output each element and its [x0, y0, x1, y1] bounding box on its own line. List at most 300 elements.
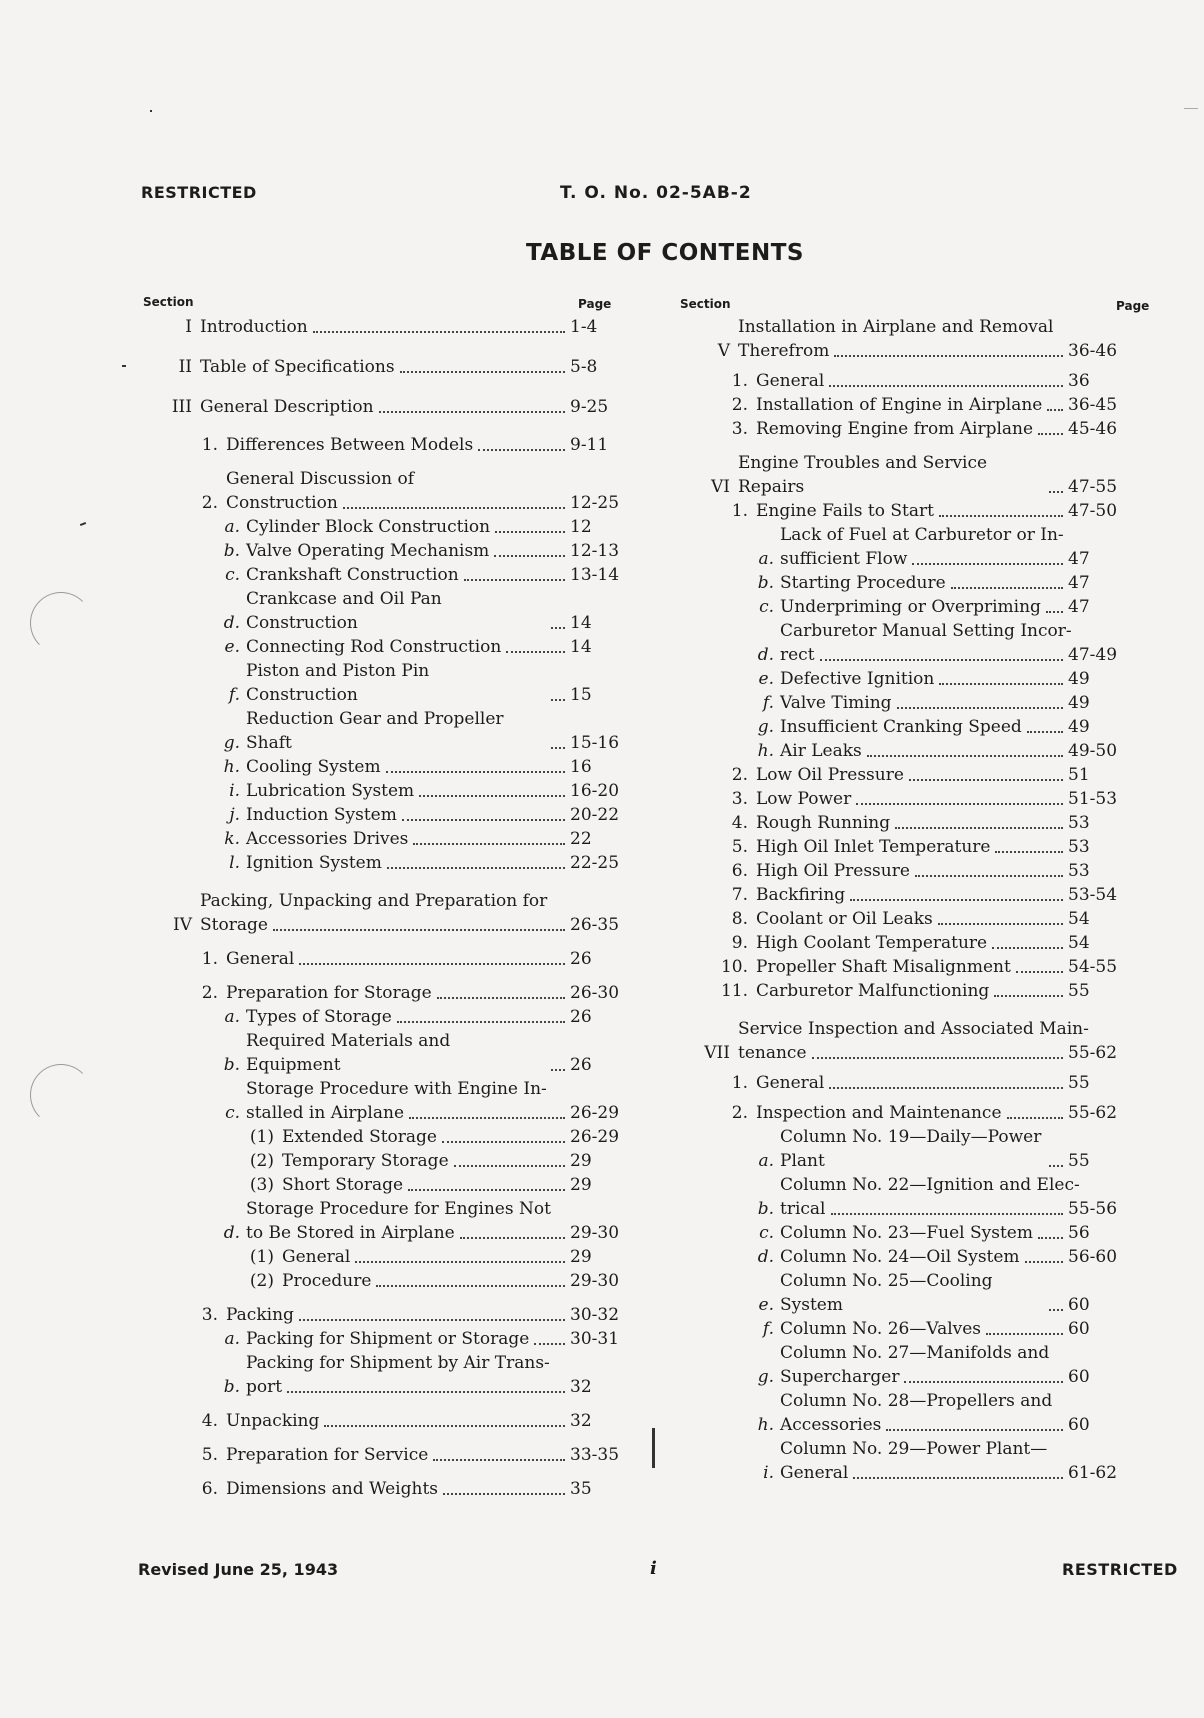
toc-entry [140, 1303, 620, 1327]
toc-entry-title: Packing [226, 1305, 294, 1325]
toc-entry-title: General [756, 371, 825, 391]
toc-entry-number: (1) [249, 1127, 274, 1147]
toc-entry-number: h. [757, 1415, 774, 1435]
toc-entry-title: Storage Procedure for Engines Not [246, 1199, 551, 1219]
toc-entry-page: 30-31 [570, 1329, 620, 1349]
toc-entry [678, 499, 1118, 523]
toc-entry-page: 20-22 [570, 805, 620, 825]
toc-entry-title: Preparation for Storage [226, 983, 432, 1003]
toc-entry-number: c. [225, 1103, 240, 1123]
section-column-header-right: Section [680, 297, 731, 311]
toc-entry-page: 47-50 [1068, 501, 1118, 521]
toc-entry-page: 49 [1068, 693, 1090, 713]
toc-entry-number: 1. [731, 1073, 748, 1093]
toc-entry [140, 947, 620, 971]
toc-entry-page: 29 [570, 1247, 592, 1267]
toc-entry [678, 787, 1118, 811]
dot-leader [551, 699, 565, 701]
toc-entry [678, 315, 1118, 363]
toc-entry-title: High Oil Inlet Temperature [756, 837, 991, 857]
toc-entry-title: Installation in Airplane and Removal [738, 317, 1054, 337]
dot-leader [287, 1391, 565, 1393]
toc-entry-page: 51 [1068, 765, 1090, 785]
toc-entry-title: Column No. 22—Ignition and Elec- [780, 1175, 1080, 1195]
toc-entry [140, 1149, 620, 1173]
toc-entry-number: IV [173, 915, 192, 935]
dot-leader [850, 899, 1063, 901]
toc-entry-title: Unpacking [226, 1411, 320, 1431]
toc-entry-number: g. [223, 733, 240, 753]
toc-entry-number: g. [757, 717, 774, 737]
toc-entry-page: 26-29 [570, 1103, 620, 1123]
restricted-header: RESTRICTED [141, 183, 257, 202]
toc-entry [678, 979, 1108, 1003]
toc-entry-number: f. [228, 685, 240, 705]
toc-entry-page: 12-13 [570, 541, 620, 561]
toc-entry-title: Cooling System [246, 757, 381, 777]
dot-leader [1007, 1117, 1063, 1119]
dot-leader [1025, 1261, 1063, 1263]
dot-leader [994, 995, 1063, 997]
dot-leader [386, 771, 565, 773]
toc-entry-number: d. [223, 1223, 240, 1243]
dot-leader [995, 851, 1063, 853]
toc-entry [678, 907, 1108, 931]
toc-entry-number: a. [224, 1007, 240, 1027]
toc-entry [678, 1173, 1118, 1221]
toc-entry-page: 55 [1068, 1151, 1090, 1171]
toc-entry [678, 1125, 1108, 1173]
toc-entry-title: Crankcase and Oil Pan Construction [246, 589, 442, 633]
dot-leader [951, 587, 1063, 589]
toc-entry-title: Column No. 27—Manifolds and [780, 1343, 1050, 1363]
toc-entry-title: Lack of Fuel at Carburetor or In- [780, 525, 1064, 545]
toc-entry-title: rect [780, 645, 815, 665]
toc-entry-page: 47 [1068, 597, 1090, 617]
dot-leader [534, 1343, 565, 1345]
toc-entry-number: k. [224, 829, 240, 849]
toc-entry-title: Preparation for Service [226, 1445, 429, 1465]
toc-entry-number: 1. [201, 949, 218, 969]
toc-entry-number: h. [223, 757, 240, 777]
toc-entry-title: Column No. 25—Cooling System [780, 1271, 993, 1315]
dot-leader [324, 1425, 565, 1427]
toc-entry-title: Rough Running [756, 813, 891, 833]
dot-leader [1049, 491, 1063, 493]
toc-entry-title: Valve Operating Mechanism [246, 541, 490, 561]
toc-entry [140, 1173, 620, 1197]
toc-entry-number: 10. [720, 957, 748, 977]
toc-entry-number: 2. [731, 395, 748, 415]
toc-entry-page: 22-25 [570, 853, 620, 873]
dot-leader [1016, 971, 1063, 973]
toc-entry-title: Underpriming or Overpriming [780, 597, 1041, 617]
dot-leader [409, 1117, 565, 1119]
toc-entry [140, 635, 620, 659]
dot-leader [551, 747, 565, 749]
toc-entry-title: Coolant or Oil Leaks [756, 909, 933, 929]
toc-entry [678, 1071, 1108, 1095]
scan-speck [1184, 108, 1198, 109]
toc-entry [678, 739, 1118, 763]
toc-entry-title: Packing for Shipment by Air Trans- [246, 1353, 550, 1373]
toc-entry-number: b. [757, 1199, 774, 1219]
dot-leader [831, 1213, 1064, 1215]
toc-entry [678, 763, 1108, 787]
toc-entry [140, 355, 620, 379]
dot-leader [464, 579, 565, 581]
toc-entry-number: j. [229, 805, 240, 825]
dot-leader [904, 1381, 1063, 1383]
toc-entry [140, 1029, 620, 1077]
toc-entry-title: Low Power [756, 789, 852, 809]
dot-leader [506, 651, 565, 653]
toc-entry [140, 1443, 620, 1467]
toc-entry-title: Reduction Gear and Propeller Shaft [246, 709, 504, 753]
toc-entry-title: Introduction [200, 317, 308, 337]
toc-entry-title: General Discussion of [226, 469, 415, 489]
toc-entry [140, 851, 620, 875]
toc-entry-number: d. [223, 613, 240, 633]
dot-leader [992, 947, 1063, 949]
dot-leader [408, 1189, 565, 1191]
toc-entry [678, 883, 1118, 907]
toc-entry [678, 1221, 1108, 1245]
toc-entry [140, 1409, 620, 1433]
toc-entry-page: 47 [1068, 573, 1090, 593]
dot-leader [912, 563, 1063, 565]
toc-entry-title: Dimensions and Weights [226, 1479, 439, 1499]
toc-entry-number: III [171, 397, 192, 417]
toc-entry-page: 14 [570, 637, 592, 657]
toc-entry [140, 315, 620, 339]
page-column-header-left: Page [578, 297, 612, 311]
toc-entry-number: 3. [731, 419, 748, 439]
dot-leader [853, 1477, 1063, 1479]
dot-leader [413, 843, 565, 845]
toc-entry-number: 5. [731, 837, 748, 857]
toc-entry-number: 3. [201, 1305, 218, 1325]
toc-entry [140, 1197, 620, 1245]
toc-entry-page: 29 [570, 1151, 592, 1171]
toc-entry-number: 2. [201, 983, 218, 1003]
toc-entry-page: 47-55 [1068, 477, 1118, 497]
toc-entry-page: 60 [1068, 1415, 1090, 1435]
scan-speck [80, 522, 86, 526]
toc-entry-page: 49 [1068, 717, 1090, 737]
toc-entry-title: Connecting Rod Construction [246, 637, 502, 657]
toc-entry-page: 45-46 [1068, 419, 1118, 439]
toc-entry-title: Column No. 26—Valves [780, 1319, 982, 1339]
toc-entry [140, 659, 620, 707]
restricted-footer: RESTRICTED [1062, 1560, 1178, 1579]
toc-entry [678, 523, 1108, 571]
toc-entry-title: Piston and Piston Pin Construction [246, 661, 430, 705]
toc-entry-title: Required Materials and Equipment [246, 1031, 451, 1075]
toc-entry-number: 4. [731, 813, 748, 833]
toc-entry-page: 29-30 [570, 1223, 620, 1243]
toc-entry-page: 55 [1068, 1073, 1090, 1093]
toc-entry-title: General [282, 1247, 351, 1267]
toc-entry-page: 26-30 [570, 983, 620, 1003]
toc-entry-page: 26-29 [570, 1127, 620, 1147]
dot-leader [1046, 611, 1063, 613]
toc-entry-title: Temporary Storage [282, 1151, 449, 1171]
toc-entry [678, 1017, 1118, 1065]
dot-leader [1049, 1165, 1063, 1167]
toc-entry-page: 36-45 [1068, 395, 1118, 415]
toc-entry [140, 981, 620, 1005]
toc-entry [140, 1005, 620, 1029]
toc-entry [678, 1389, 1108, 1437]
toc-entry-title: Air Leaks [780, 741, 862, 761]
toc-entry-page: 30-32 [570, 1305, 620, 1325]
section-column-header-left: Section [143, 295, 194, 309]
dot-leader [1027, 731, 1063, 733]
toc-entry-page: 60 [1068, 1295, 1090, 1315]
toc-entry [140, 1125, 620, 1149]
toc-entry-title: Column No. 28—Propellers and [780, 1391, 1053, 1411]
toc-entry [140, 827, 620, 851]
toc-entry [678, 811, 1108, 835]
toc-entry-title: Service Inspection and Associated Main- [738, 1019, 1089, 1039]
toc-entry [140, 587, 620, 635]
toc-entry-page: 61-62 [1068, 1463, 1118, 1483]
toc-entry [140, 755, 620, 779]
dot-leader [939, 683, 1063, 685]
dot-leader [829, 1087, 1063, 1089]
toc-entry [678, 571, 1108, 595]
dot-leader [379, 411, 565, 413]
toc-entry-title: Lubrication System [246, 781, 415, 801]
page-title: TABLE OF CONTENTS [526, 240, 804, 266]
toc-entry-number: 9. [731, 933, 748, 953]
toc-entry-page: 15 [570, 685, 592, 705]
dot-leader [437, 997, 565, 999]
toc-entry-page: 53 [1068, 837, 1090, 857]
dot-leader [895, 827, 1063, 829]
page-column-header-right: Page [1116, 299, 1150, 313]
toc-entry-title: Packing, Unpacking and Preparation for [200, 891, 548, 911]
toc-entry [678, 1437, 1118, 1485]
toc-entry-title: Column No. 19—Daily—Power Plant [780, 1127, 1042, 1171]
toc-entry-page: 1-4 [570, 317, 598, 337]
toc-entry-number: 11. [720, 981, 748, 1001]
toc-entry-title: Column No. 24—Oil System [780, 1247, 1020, 1267]
toc-entry-title: trical [780, 1199, 826, 1219]
toc-entry [678, 417, 1118, 441]
toc-entry-page: 16-20 [570, 781, 620, 801]
toc-entry-number: g. [757, 1367, 774, 1387]
toc-entry-title: Removing Engine from Airplane [756, 419, 1034, 439]
toc-entry-title: Cylinder Block Construction [246, 517, 491, 537]
toc-entry-title: Backfiring [756, 885, 846, 905]
dot-leader [938, 923, 1063, 925]
toc-entry-number: (2) [249, 1271, 274, 1291]
toc-entry [678, 715, 1108, 739]
dot-leader [551, 1069, 565, 1071]
dot-leader [376, 1285, 565, 1287]
toc-entry-title: Accessories [780, 1415, 882, 1435]
toc-entry-page: 54 [1068, 933, 1090, 953]
page-number: i [650, 1558, 657, 1579]
toc-entry [678, 955, 1118, 979]
toc-entry-page: 33-35 [570, 1445, 620, 1465]
toc-entry-page: 15-16 [570, 733, 620, 753]
dot-leader [299, 963, 565, 965]
toc-entry-page: 12 [570, 517, 592, 537]
toc-entry-title: Differences Between Models [226, 435, 474, 455]
toc-entry-number: c. [225, 565, 240, 585]
toc-entry [140, 707, 620, 755]
toc-entry-number: e. [758, 669, 774, 689]
dot-leader [909, 779, 1063, 781]
toc-entry-number: (1) [249, 1247, 274, 1267]
toc-entry-title: Engine Fails to Start [756, 501, 934, 521]
toc-entry-title: General [756, 1073, 825, 1093]
toc-entry-page: 56-60 [1068, 1247, 1118, 1267]
toc-entry-title: Types of Storage [246, 1007, 392, 1027]
dot-leader [397, 1021, 565, 1023]
dot-leader [460, 1237, 565, 1239]
dot-leader [829, 385, 1063, 387]
toc-entry [678, 667, 1108, 691]
toc-entry-page: 26 [570, 1007, 592, 1027]
dot-leader [856, 803, 1063, 805]
dot-leader [400, 371, 565, 373]
toc-entry-title: Extended Storage [282, 1127, 437, 1147]
toc-entry-page: 29 [570, 1175, 592, 1195]
dot-leader [1038, 433, 1063, 435]
dot-leader [402, 819, 565, 821]
toc-entry-number: d. [757, 645, 774, 665]
toc-entry [678, 393, 1118, 417]
dot-leader [273, 929, 565, 931]
toc-entry-page: 16 [570, 757, 592, 777]
dot-leader [939, 515, 1063, 517]
toc-entry-title: Procedure [282, 1271, 372, 1291]
toc-entry-title: Accessories Drives [246, 829, 409, 849]
toc-entry-number: b. [223, 541, 240, 561]
toc-entry [140, 433, 620, 457]
toc-entry-title: Construction [226, 493, 338, 513]
toc-entry [678, 369, 1108, 393]
toc-entry-title: Carburetor Malfunctioning [756, 981, 990, 1001]
toc-entry-page: 32 [570, 1377, 592, 1397]
toc-entry [678, 451, 1118, 499]
toc-entry-number: a. [758, 1151, 774, 1171]
toc-entry-page: 13-14 [570, 565, 620, 585]
toc-entry-title: General [226, 949, 295, 969]
toc-entry-title: tenance [738, 1043, 807, 1063]
toc-entry-page: 55 [1068, 981, 1090, 1001]
toc-entry-page: 55-56 [1068, 1199, 1118, 1219]
toc-entry [140, 1269, 620, 1293]
toc-entry-page: 60 [1068, 1367, 1090, 1387]
toc-entry [678, 1341, 1108, 1389]
punch-hole-mark [30, 592, 92, 654]
dot-leader [387, 867, 565, 869]
toc-entry-title: Column No. 29—Power Plant— [780, 1439, 1048, 1459]
toc-entry [678, 1245, 1118, 1269]
toc-entry [140, 889, 620, 937]
toc-entry-page: 14 [570, 613, 592, 633]
dot-leader [454, 1165, 565, 1167]
toc-entry [678, 1101, 1118, 1125]
toc-entry-page: 29-30 [570, 1271, 620, 1291]
toc-entry [140, 803, 620, 827]
toc-entry-page: 51-53 [1068, 789, 1118, 809]
toc-entry [678, 619, 1118, 667]
toc-entry-number: (3) [249, 1175, 274, 1195]
toc-entry-title: Table of Specifications [200, 357, 395, 377]
dot-leader [494, 555, 565, 557]
toc-entry-number: 1. [731, 501, 748, 521]
toc-entry-page: 35 [570, 1479, 592, 1499]
toc-entry-number: f. [762, 693, 774, 713]
dot-leader [812, 1057, 1063, 1059]
toc-entry-number: f. [762, 1319, 774, 1339]
toc-entry-number: c. [759, 597, 774, 617]
dot-leader [313, 331, 565, 333]
toc-entry-page: 56 [1068, 1223, 1090, 1243]
toc-entry-title: port [246, 1377, 283, 1397]
toc-entry [140, 1327, 620, 1351]
toc-entry-title: High Coolant Temperature [756, 933, 988, 953]
toc-entry-number: 2. [201, 493, 218, 513]
dot-leader [1047, 409, 1063, 411]
toc-entry-page: 47 [1068, 549, 1090, 569]
toc-entry-number: 8. [731, 909, 748, 929]
toc-entry-title: Defective Ignition [780, 669, 935, 689]
toc-entry-number: 3. [731, 789, 748, 809]
dot-leader [355, 1261, 565, 1263]
toc-entry-number: e. [758, 1295, 774, 1315]
toc-entry [140, 779, 620, 803]
toc-entry-number: e. [224, 637, 240, 657]
toc-entry-number: 1. [731, 371, 748, 391]
dot-leader [1038, 1237, 1063, 1239]
toc-entry-title: High Oil Pressure [756, 861, 910, 881]
toc-entry-title: Insufficient Cranking Speed [780, 717, 1022, 737]
toc-entry-page: 53 [1068, 861, 1090, 881]
toc-entry-title: Inspection and Maintenance [756, 1103, 1002, 1123]
dot-leader [897, 707, 1063, 709]
toc-entry-page: 60 [1068, 1319, 1090, 1339]
toc-entry [678, 1317, 1108, 1341]
dot-leader [495, 531, 565, 533]
toc-entry-page: 32 [570, 1411, 592, 1431]
dot-leader [820, 659, 1063, 661]
toc-entry-title: Starting Procedure [780, 573, 946, 593]
toc-entry-page: 22 [570, 829, 592, 849]
toc-entry-number: i. [229, 781, 240, 801]
dot-leader [443, 1493, 565, 1495]
toc-entry [140, 1077, 620, 1125]
toc-entry-title: Storage Procedure with Engine In- [246, 1079, 547, 1099]
toc-entry-page: 26 [570, 1055, 592, 1075]
toc-entry [140, 539, 620, 563]
toc-entry-title: to Be Stored in Airplane [246, 1223, 455, 1243]
toc-entry-number: a. [224, 517, 240, 537]
toc-entry [140, 563, 620, 587]
toc-entry-page: 36 [1068, 371, 1090, 391]
toc-entry-page: 55-62 [1068, 1043, 1118, 1063]
document-number: T. O. No. 02-5AB-2 [560, 183, 752, 203]
toc-entry-title: Propeller Shaft Misalignment [756, 957, 1011, 977]
toc-entry-title: Ignition System [246, 853, 382, 873]
toc-entry-number: b. [223, 1055, 240, 1075]
